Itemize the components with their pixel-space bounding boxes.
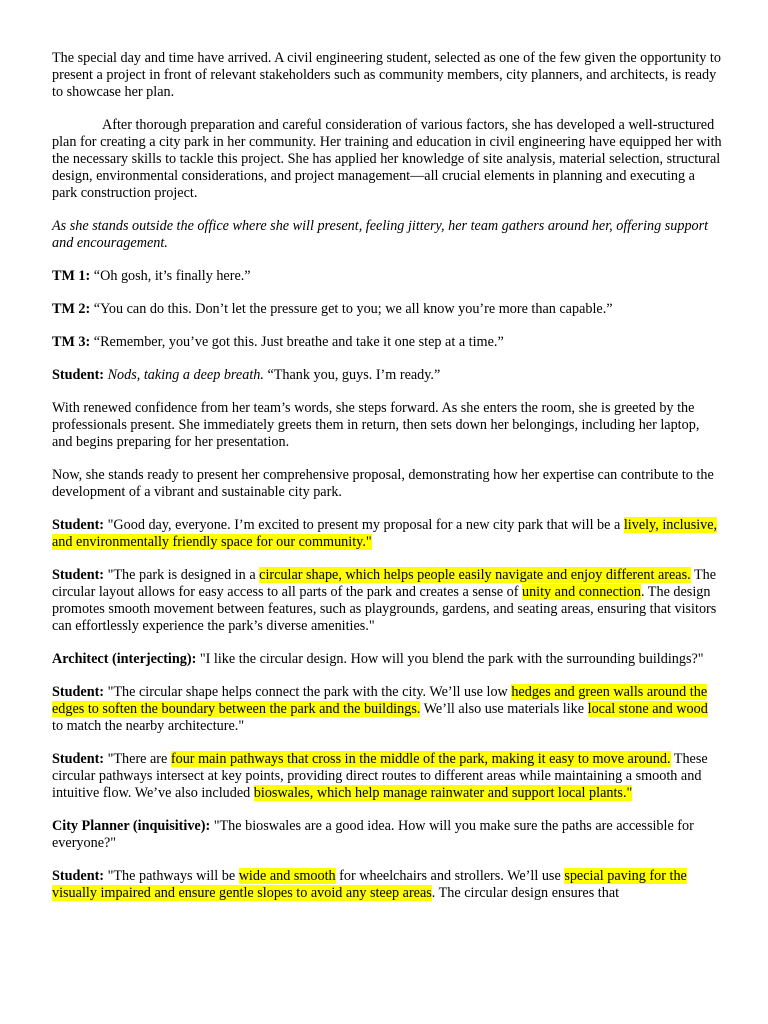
dialogue-student-circular [52, 567, 722, 635]
dialogue-student-accessibility [52, 868, 722, 902]
speaker-label: City Planner (inquisitive): [52, 818, 211, 834]
narrative-paragraph-ready: Now, she stands ready to present her comprehensive proposal, demonstrating how her expertise can contribute to the development of a vibrant and sustainable city park. [52, 467, 714, 500]
action-text: Nods, taking a deep breath. [104, 367, 264, 383]
speaker-label: Student: [52, 868, 105, 884]
speaker-label: Student: [52, 517, 105, 533]
dialogue-text: . The circular design ensures that [431, 885, 620, 901]
highlighted-text: local stone and wood [587, 701, 708, 717]
dialogue-text: “Oh gosh, it’s finally here.” [90, 268, 251, 284]
highlighted-text: lively, inclusive, and environmentally friendly space for our community." [52, 517, 718, 550]
dialogue-tm3 [52, 334, 722, 351]
speaker-label: TM 1: [52, 268, 91, 284]
document-page [52, 50, 722, 918]
dialogue-tm2 [52, 301, 722, 318]
highlighted-text: four main pathways that cross in the middle of the park, making it easy to move around. [170, 751, 671, 767]
dialogue-student-pathways [52, 751, 722, 802]
highlighted-text: hedges and green walls around the edges to soften the boundary between the park and the buildings. [52, 684, 708, 717]
dialogue-text: "The circular shape helps connect the park with the city. We’ll use low [104, 684, 512, 700]
speaker-label: TM 2: [52, 301, 91, 317]
speaker-label: Student: [52, 567, 105, 583]
dialogue-text: "The bioswales are a good idea. How will you make sure the paths are accessible for everyone?" [52, 818, 694, 851]
dialogue-text: "Good day, everyone. I’m excited to present my proposal for a new city park that will be a [104, 517, 624, 533]
dialogue-text: “You can do this. Don’t let the pressure get to you; we all know you’re more than capable.” [90, 301, 613, 317]
dialogue-text: These circular pathways intersect at key points, providing direct routes to different areas while maintaining a smooth and intuitive flow. We’ve also included [52, 751, 708, 801]
dialogue-text: to match the nearby architecture." [52, 718, 245, 734]
speaker-label: Student: [52, 684, 105, 700]
highlighted-text: unity and connection [521, 584, 641, 600]
dialogue-text: "There are [104, 751, 171, 767]
dialogue-text: for wheelchairs and strollers. We’ll use [335, 868, 565, 884]
dialogue-text: "The park is designed in a [104, 567, 260, 583]
speaker-label: Architect (interjecting): [52, 651, 197, 667]
highlighted-text: special paving for the visually impaired and ensure gentle slopes to avoid any steep areas [52, 868, 687, 901]
intro-paragraph: The special day and time have arrived. A civil engineering student, selected as one of the few given the opportunity to present a project in front of relevant stakeholders such as community members, city planners, and architects, is ready to showcase her plan. [52, 50, 721, 100]
dialogue-text: . The design promotes smooth movement between features, such as playgrounds, gardens, and seating areas, ensuring that visitors can effortlessly experience the park’s diverse amenities." [52, 584, 717, 634]
dialogue-text: "The pathways will be [104, 868, 239, 884]
highlighted-text: wide and smooth [238, 868, 336, 884]
dialogue-student-ready [52, 367, 722, 384]
stage-direction-paragraph: As she stands outside the office where she will present, feeling jittery, her team gathers around her, offering support and encouragement. [52, 218, 709, 251]
dialogue-city-planner [52, 818, 722, 852]
dialogue-text: "I like the circular design. How will you blend the park with the surrounding buildings?" [196, 651, 704, 667]
dialogue-text: “Thank you, guys. I’m ready.” [263, 367, 441, 383]
dialogue-text: The circular layout allows for easy access to all parts of the park and creates a sense of [52, 567, 717, 600]
dialogue-tm1 [52, 268, 722, 285]
speaker-label: TM 3: [52, 334, 91, 350]
speaker-label: Student: [52, 751, 105, 767]
narrative-paragraph-entrance: With renewed confidence from her team’s words, she steps forward. As she enters the room, she is greeted by the professionals present. She immediately greets them in return, then sets down her belongings, including her laptop, and begins preparing for her presentation. [52, 400, 700, 450]
dialogue-student-blend [52, 684, 722, 735]
dialogue-student-greeting [52, 517, 722, 551]
dialogue-architect [52, 651, 722, 668]
dialogue-text: We’ll also use materials like [420, 701, 588, 717]
dialogue-text: “Remember, you’ve got this. Just breathe and take it one step at a time.” [90, 334, 504, 350]
speaker-label: Student: [52, 367, 105, 383]
background-paragraph: After thorough preparation and careful consideration of various factors, she has developed a well-structured plan for creating a city park in her community. Her training and education in civil engineering have equipped her with the necessary skills to tackle this project. She has applied her knowledge of site analysis, material selection, structural design, environmental considerations, and project management—all crucial elements in planning and executing a park construction project. [52, 117, 722, 201]
highlighted-text: bioswales, which help manage rainwater and support local plants." [253, 785, 633, 801]
highlighted-text: circular shape, which helps people easily navigate and enjoy different areas. [259, 567, 691, 583]
